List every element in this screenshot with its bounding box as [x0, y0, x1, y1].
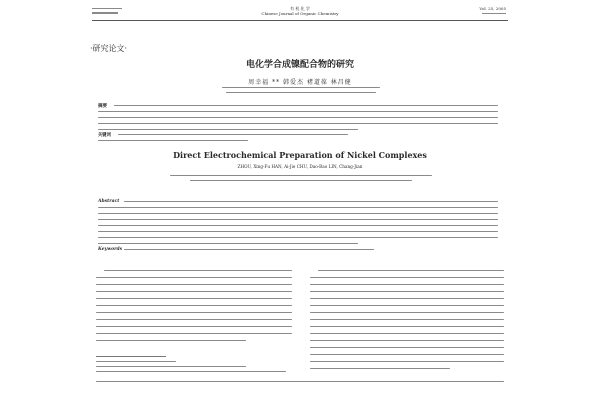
- footnote-rule: [96, 356, 166, 357]
- title-cn: 电化学合成镍配合物的研究: [245, 60, 354, 70]
- section-label: ·研究论文·: [90, 44, 128, 53]
- keywords-cn-body: [118, 134, 348, 135]
- affiliation-cn-2: [226, 92, 376, 93]
- journal-name-cn: 有 机 化 学: [290, 6, 310, 11]
- authors-en: ZHOU, Xing-Fu HAN, Ai-Jie CHU, Dao-Bao LIN, Chang-Jian: [237, 164, 363, 169]
- classification-cn: [98, 140, 248, 141]
- abstract-en-label: Abstract: [98, 199, 120, 204]
- affiliation-en-2: [190, 180, 412, 181]
- running-header-right: [479, 6, 506, 14]
- header-rule: [92, 20, 508, 21]
- title-en: Direct Electrochemical Preparation of Nickel Complexes: [173, 150, 427, 160]
- running-header-center: [0, 6, 600, 16]
- keywords-en-body: [124, 249, 374, 250]
- affiliation-en-1: [170, 175, 432, 176]
- journal-volume: Vol. 25, 2005: [479, 6, 506, 11]
- abstract-cn-label: 摘要: [98, 104, 107, 109]
- authors-cn: 周幸福 ** 韩爱杰 褚道葆 林昌健: [248, 79, 352, 86]
- affiliation-cn-1: [222, 87, 380, 88]
- journal-name-en: Chinese Journal of Organic Chemistry: [261, 11, 339, 16]
- keywords-cn-label: 关键词: [98, 133, 111, 138]
- keywords-en-label: Keywords: [98, 247, 123, 252]
